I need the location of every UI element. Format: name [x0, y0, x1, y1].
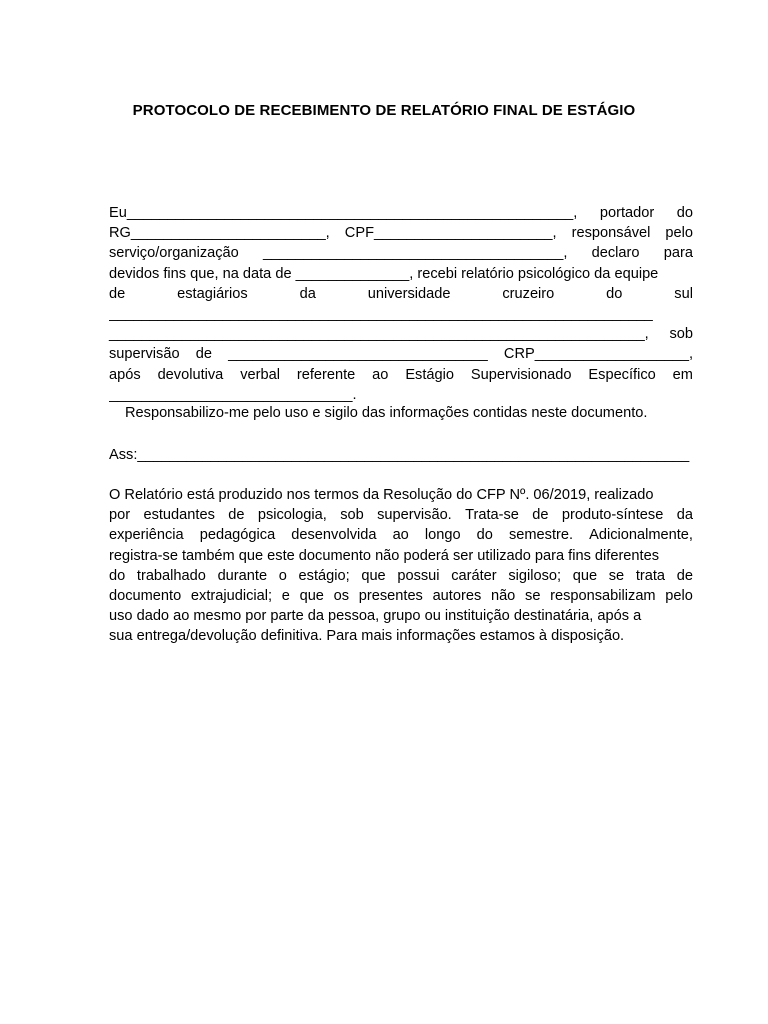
declaration-word: Supervisionado	[470, 366, 572, 383]
report-word: Trata-se	[465, 507, 519, 524]
declaration-word: pelo	[665, 225, 693, 242]
report-word: O Relatório está produzido nos termos da Resolução do CFP Nº. 06/2019, realizado	[109, 487, 654, 503]
declaration-word: Eu_______________________________________________________,	[109, 205, 578, 221]
signature-line: Ass:____________________________________________________________________	[109, 447, 690, 463]
report-word: durante	[217, 567, 268, 584]
declaration-word: serviço/organização	[109, 245, 239, 262]
report-word: que	[361, 567, 386, 584]
declaration-word: responsável	[571, 225, 651, 242]
declaration-word: universidade	[367, 285, 451, 302]
report-line	[109, 606, 693, 626]
declaration-word: de	[195, 346, 212, 363]
declaration-word: declaro	[591, 245, 640, 262]
report-word: possui	[397, 567, 440, 584]
report-word: se	[525, 588, 541, 605]
report-word: se	[608, 567, 625, 584]
report-line	[109, 505, 693, 525]
declaration-word: de	[109, 285, 126, 302]
report-word: caráter	[451, 567, 497, 584]
report-word: que	[299, 588, 324, 605]
declaration-word: __________________________________________________________________,	[109, 326, 649, 343]
declaration-word: do	[606, 285, 623, 302]
declaration-line	[109, 243, 693, 263]
report-word: extrajudicial;	[190, 588, 273, 605]
declaration-line	[109, 324, 693, 344]
report-word: estudantes	[143, 507, 215, 524]
declaration-word: ________________________________	[228, 346, 488, 363]
declaration-line	[109, 284, 693, 304]
declaration-word: _____________________________________,	[263, 245, 568, 262]
report-word: semestre.	[508, 527, 574, 544]
declaration-word: Estágio	[405, 366, 454, 383]
declaration-word: referente	[296, 366, 356, 383]
declaration-line	[109, 344, 693, 364]
declaration-word: CPF______________________,	[344, 225, 557, 242]
declaration-word: portador	[599, 205, 655, 221]
declaration-line: ______________________________.	[109, 386, 357, 403]
declaration-word: em	[672, 366, 693, 383]
report-word: supervisão.	[377, 507, 452, 524]
report-word: trata	[635, 567, 666, 584]
report-word: de	[228, 507, 245, 524]
report-word: responsabilizam	[550, 588, 656, 605]
report-word: sigiloso;	[508, 567, 562, 584]
report-word: produto-síntese	[561, 507, 664, 524]
report-word: não	[490, 588, 516, 605]
report-paragraph	[109, 485, 693, 647]
declaration-line	[109, 223, 693, 243]
declaration-word: RG________________________,	[109, 225, 330, 242]
declaration-word: para	[663, 245, 693, 262]
report-word: uso dado ao mesmo por parte da pessoa, grupo ou instituição destinatária, após a	[109, 608, 642, 625]
report-word: e	[281, 588, 290, 605]
report-line	[109, 485, 693, 505]
declaration-word: sob	[669, 326, 693, 343]
declaration-line	[109, 203, 693, 223]
report-word: autores	[432, 588, 482, 605]
report-line: sua entrega/devolução definitiva. Para mais informações estamos à disposição.	[109, 628, 625, 645]
declaration-word: sul	[674, 285, 693, 302]
report-line	[109, 586, 693, 606]
declaration-word: devidos fins que, na data de ______________, recebi relatório psicológico da equipe	[109, 265, 659, 282]
report-word: desenvolvida	[291, 527, 377, 544]
report-line	[109, 566, 693, 586]
report-word: Adicionalmente,	[589, 527, 693, 544]
declaration-word: após	[109, 366, 141, 383]
report-word: presentes	[358, 588, 423, 605]
report-word: registra-se também que este documento não poderá ser utilizado para fins diferentes	[109, 547, 660, 564]
report-word: pelo	[665, 588, 693, 605]
declaration-word: ao	[372, 366, 389, 383]
declaration-line	[109, 365, 693, 385]
declaration-paragraph	[109, 203, 693, 405]
report-line	[109, 525, 693, 545]
report-word: que	[572, 567, 598, 584]
report-word: do	[476, 527, 493, 544]
declaration-word: da	[299, 285, 316, 302]
report-word: experiência	[109, 527, 184, 544]
report-word: os	[333, 588, 350, 605]
report-word: longo	[424, 527, 461, 544]
declaration-word: supervisão	[109, 346, 180, 363]
document-title: PROTOCOLO DE RECEBIMENTO DE RELATÓRIO FINAL DE ESTÁGIO	[132, 102, 636, 119]
report-word: o	[278, 567, 287, 584]
declaration-word: Específico	[588, 366, 656, 383]
declaration-word: do	[676, 205, 693, 221]
declaration-word: CRP___________________,	[503, 346, 693, 363]
report-word: psicologia,	[257, 507, 327, 524]
declaration-line: ___________________________________________________________________	[109, 306, 653, 323]
report-word: estágio;	[298, 567, 350, 584]
declaration-word: estagiários	[177, 285, 248, 302]
report-line	[109, 546, 693, 566]
declaration-word: verbal	[240, 366, 280, 383]
report-word: da	[676, 507, 693, 524]
report-word: do	[109, 567, 126, 584]
declaration-word: devolutiva	[157, 366, 224, 383]
report-word: por	[109, 507, 131, 524]
declaration-word: cruzeiro	[502, 285, 555, 302]
report-word: trabalhado	[136, 567, 206, 584]
responsibility-statement: Responsabilizo-me pelo uso e sigilo das informações contidas neste documento.	[125, 405, 648, 421]
report-word: de	[676, 567, 693, 584]
report-word: sob	[340, 507, 364, 524]
report-word: ao	[392, 527, 409, 544]
declaration-line	[109, 264, 693, 284]
report-word: de	[532, 507, 549, 524]
report-word: documento	[109, 588, 182, 605]
report-word: pedagógica	[199, 527, 276, 544]
